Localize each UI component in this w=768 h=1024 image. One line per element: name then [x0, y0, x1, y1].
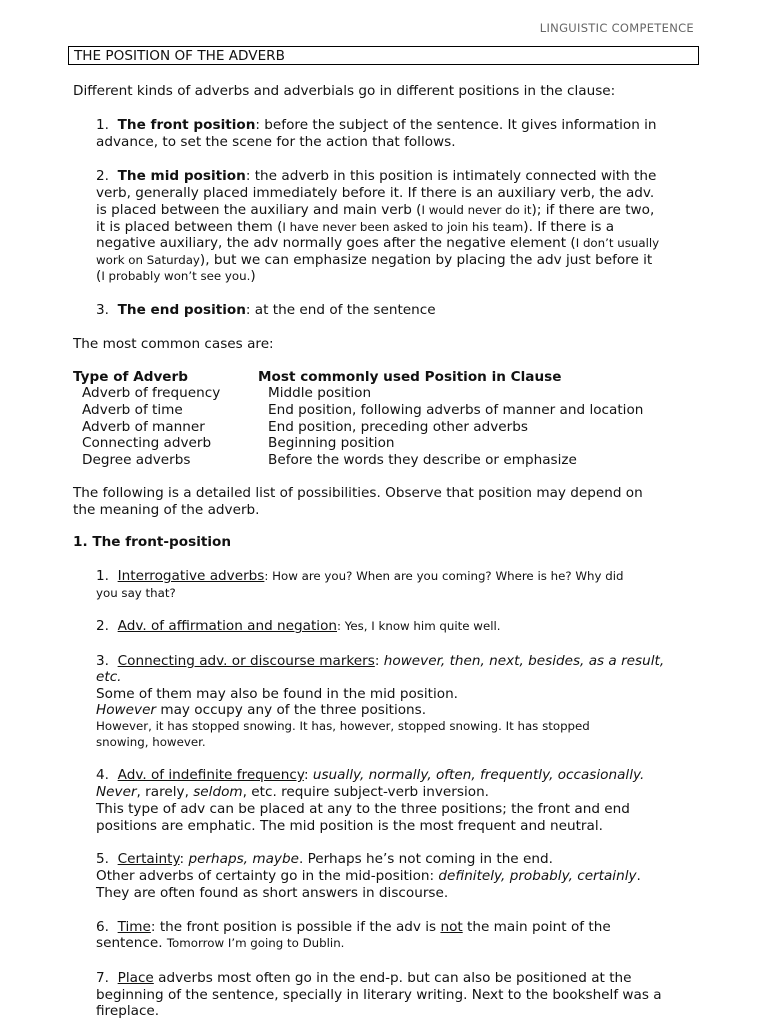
mid-position-line7 [96, 268, 256, 285]
item-connecting-line2 [96, 669, 122, 686]
item-number: 1. [96, 117, 109, 133]
item-frequency-line1 [96, 767, 644, 784]
front-position-line2: advance, to set the scene for the action that follows. [96, 134, 456, 150]
item-connecting-line4 [96, 702, 426, 719]
text: negative auxiliary, the adv normally goes after the negative element ( [96, 235, 576, 251]
example-word: seldom [193, 784, 243, 800]
example: I probably won’t see you. [101, 269, 251, 283]
term: The front position [117, 117, 256, 133]
item-connecting-line6: snowing, however. [96, 735, 206, 749]
front-position-line1 [96, 117, 657, 134]
example: : Yes, I know him quite well. [337, 619, 501, 633]
section-heading-front-position: 1. The front-position [73, 534, 232, 550]
following-line1: The following is a detailed list of possibilities. Observe that position may depend on [73, 485, 643, 501]
item-label: Adv. of indefinite frequency [117, 767, 304, 783]
item-label: Connecting adv. or discourse markers [117, 653, 375, 669]
table-cell-position: End position, preceding other adverbs [268, 419, 528, 435]
table-cell-position: End position, following adverbs of manner and location [268, 402, 644, 418]
item-place-line1 [96, 970, 632, 987]
text: Other adverbs of certainty go in the mid-position: [96, 868, 439, 884]
item-label: Interrogative adverbs [117, 568, 265, 584]
mid-position-line3 [96, 202, 654, 219]
item-frequency-line4: positions are emphatic. The mid position is the most frequent and neutral. [96, 818, 603, 834]
item-number: 6. [96, 919, 109, 935]
item-frequency-line2 [96, 784, 489, 801]
text: : [303, 767, 309, 783]
table-cell-position: Before the words they describe or emphasize [268, 452, 577, 468]
text: is placed between the auxiliary and main verb ( [96, 202, 422, 218]
table-cell-position: Middle position [268, 385, 372, 401]
table-cell-type: Adverb of time [82, 402, 183, 418]
item-place-line2: beginning of the sentence, specially in literary writing. Next to the bookshelf was a [96, 987, 662, 1003]
definition: : the adverb in this position is intimately connected with the [245, 168, 657, 184]
common-intro: The most common cases are: [73, 336, 274, 352]
mid-position-line1 [96, 168, 656, 185]
text: sentence. [96, 935, 167, 951]
item-number: 2. [96, 168, 109, 184]
item-time-line2 [96, 935, 344, 952]
example: work on Saturday [96, 253, 200, 267]
item-number: 2. [96, 618, 109, 634]
page-title: THE POSITION OF THE ADVERB [74, 48, 285, 64]
intro-text: Different kinds of adverbs and adverbials go in different positions in the clause: [73, 83, 616, 99]
term: The mid position [117, 168, 246, 184]
text: ( [96, 268, 102, 284]
text: . Perhaps he’s not coming in the end. [298, 851, 553, 867]
emphasis: not [440, 919, 463, 935]
item-number: 3. [96, 302, 109, 318]
mid-position-line5 [96, 235, 659, 252]
mid-position-line2: verb, generally placed immediately before it. If there is an auxiliary verb, the adv. [96, 185, 655, 201]
item-number: 4. [96, 767, 109, 783]
example-words: usually, normally, often, frequently, occasionally. [308, 767, 645, 783]
example-words: definitely, probably, certainly [438, 868, 637, 884]
item-affirmation-line [96, 618, 501, 635]
item-label: Time [117, 919, 151, 935]
text: the main point of the [462, 919, 611, 935]
text: ), but we can emphasize negation by placing the adv just before it [199, 252, 653, 268]
table-cell-type: Adverb of manner [82, 419, 205, 435]
item-label: Place [117, 970, 154, 986]
text: ) [250, 268, 256, 284]
item-certainty-line3: They are often found as short answers in discourse. [96, 885, 449, 901]
table-header-type: Type of Adverb [73, 369, 188, 385]
example: I don’t usually [575, 236, 660, 250]
running-header: LINGUISTIC COMPETENCE [539, 21, 694, 35]
following-line2: the meaning of the adverb. [73, 502, 260, 518]
text: , etc. require subject-verb inversion. [242, 784, 490, 800]
mid-position-line6 [96, 252, 652, 269]
example-words: etc. [96, 669, 122, 685]
example-words: perhaps, maybe [184, 851, 299, 867]
example: : How are you? When are you coming? Where is he? Why did [264, 569, 624, 583]
mid-position-line4 [96, 219, 614, 236]
example: Tomorrow I’m going to Dublin. [166, 936, 345, 950]
text: : [179, 851, 185, 867]
item-connecting-line5: However, it has stopped snowing. It has, however, stopped snowing. It has stopped [96, 719, 590, 733]
example: I have never been asked to join his team [282, 220, 524, 234]
item-number: 5. [96, 851, 109, 867]
item-number: 3. [96, 653, 109, 669]
text: : the front position is possible if the adv is [150, 919, 441, 935]
table-cell-type: Adverb of frequency [82, 385, 221, 401]
table-cell-type: Degree adverbs [82, 452, 191, 468]
item-connecting-line1 [96, 653, 664, 670]
example-words: however, then, next, besides, as a result, [379, 653, 665, 669]
item-interrogative-line1 [96, 568, 624, 585]
item-connecting-line3: Some of them may also be found in the mid position. [96, 686, 459, 702]
item-label: Adv. of affirmation and negation [117, 618, 338, 634]
item-number: 1. [96, 568, 109, 584]
item-certainty-line2 [96, 868, 641, 885]
item-label: Certainty [117, 851, 180, 867]
item-frequency-line3: This type of adv can be placed at any to the three positions; the front and end [96, 801, 630, 817]
example-word: Never [96, 784, 137, 800]
table-header-position: Most commonly used Position in Clause [258, 369, 562, 385]
text: adverbs most often go in the end-p. but can also be positioned at the [153, 970, 632, 986]
title-box [68, 46, 699, 65]
text: it is placed between them ( [96, 219, 283, 235]
item-number: 7. [96, 970, 109, 986]
text: . [636, 868, 641, 884]
item-time-line1 [96, 919, 611, 936]
text: : [374, 653, 380, 669]
term: The end position [117, 302, 246, 318]
text: ). If there is a [523, 219, 615, 235]
table-cell-type: Connecting adverb [82, 435, 212, 451]
text: , rarely, [136, 784, 194, 800]
end-position-line [96, 302, 436, 319]
example-word: However [96, 702, 157, 718]
text: ); if there are two, [531, 202, 655, 218]
item-place-line3: fireplace. [96, 1003, 160, 1019]
definition: : at the end of the sentence [245, 302, 436, 318]
item-interrogative-line2: you say that? [96, 586, 176, 600]
item-certainty-line1 [96, 851, 553, 868]
definition: : before the subject of the sentence. It gives information in [255, 117, 657, 133]
text: may occupy any of the three positions. [156, 702, 427, 718]
table-cell-position: Beginning position [268, 435, 395, 451]
example: I would never do it [421, 203, 532, 217]
